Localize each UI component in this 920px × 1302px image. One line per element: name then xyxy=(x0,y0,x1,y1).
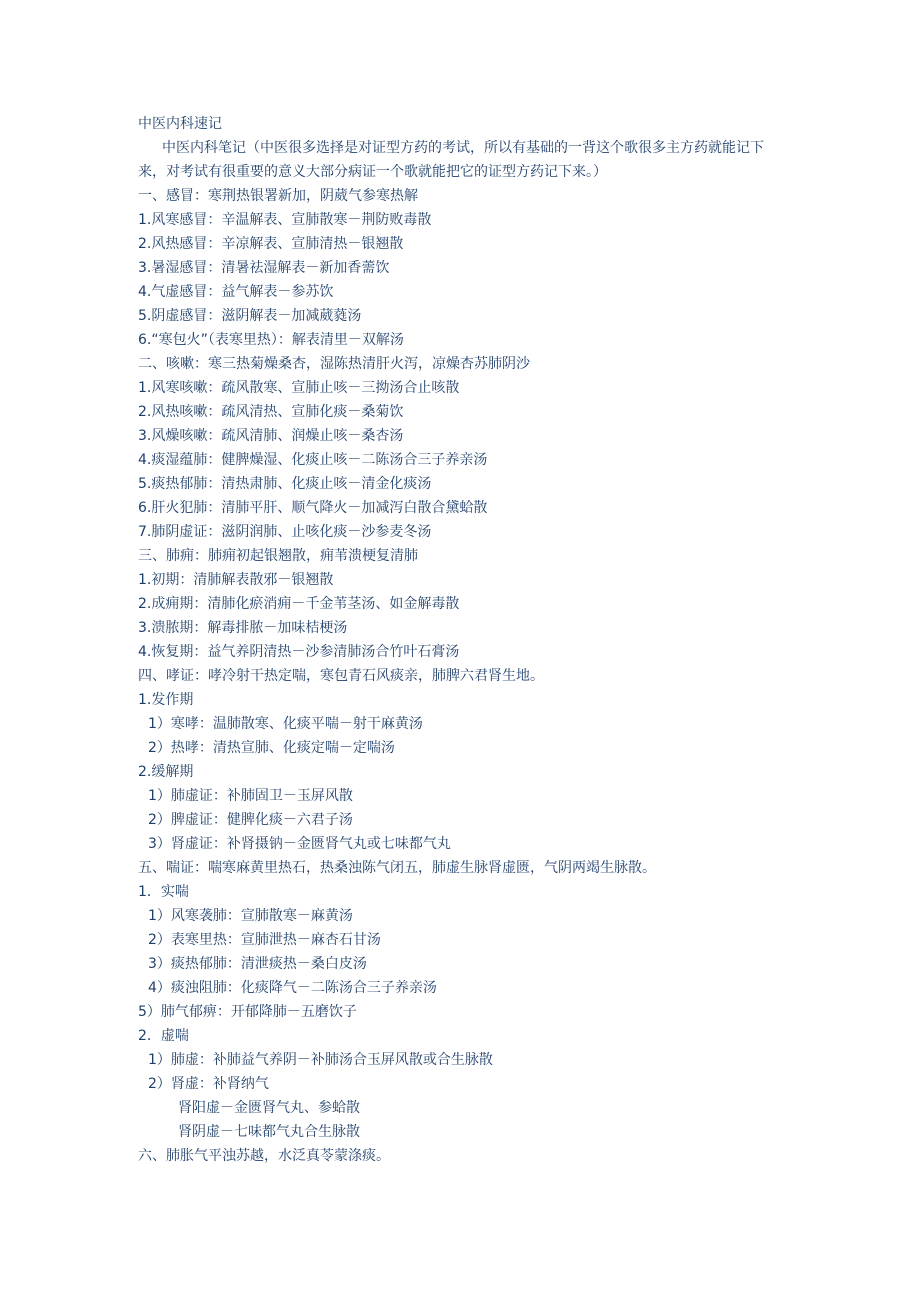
note-line: 2.成痈期：清肺化瘀消痈－千金苇茎汤、如金解毒散 xyxy=(138,596,460,612)
note-line: 5.痰热郁肺：清热肃肺、化痰止咳－清金化痰汤 xyxy=(138,476,432,492)
note-line: 三、肺痈：肺痈初起银翘散，痈苇溃梗复清肺 xyxy=(138,548,418,564)
note-line: 4.恢复期：益气养阴清热－沙参清肺汤合竹叶石膏汤 xyxy=(138,644,460,660)
note-line: 1）寒哮：温肺散寒、化痰平喘－射干麻黄汤 xyxy=(148,716,423,732)
note-line: 4）痰浊阻肺：化痰降气－二陈汤合三子养亲汤 xyxy=(148,980,437,996)
note-line: 1.发作期 xyxy=(138,692,194,708)
note-line: 3.风燥咳嗽：疏风清肺、润燥止咳－桑杏汤 xyxy=(138,428,404,444)
note-line: 4.气虚感冒：益气解表－参苏饮 xyxy=(138,284,334,300)
note-line: 5.阴虚感冒：滋阴解表－加减葳蕤汤 xyxy=(138,308,362,324)
note-line: 一、感冒：寒荆热银署新加，阴葳气参寒热解 xyxy=(138,188,418,204)
note-line: 7.肺阴虚证：滋阴润肺、止咳化痰－沙参麦冬汤 xyxy=(138,524,432,540)
note-line: 6.肝火犯肺：清肺平肝、顺气降火－加减泻白散合黛蛤散 xyxy=(138,500,488,516)
note-line: 1）肺虚：补肺益气养阴－补肺汤合玉屏风散或合生脉散 xyxy=(148,1052,493,1068)
note-line: 肾阴虚－七味都气丸合生脉散 xyxy=(178,1124,360,1140)
note-line: 四、哮证：哮冷射干热定喘，寒包青石风痰亲，肺脾六君肾生地。 xyxy=(138,668,544,684)
note-line: 肾阳虚－金匮肾气丸、参蛤散 xyxy=(178,1100,360,1116)
document-title: 中医内科速记 xyxy=(138,116,222,132)
note-line: 2）热哮：清热宣肺、化痰定喘－定喘汤 xyxy=(148,740,395,756)
note-line: 4.痰湿蕴肺：健脾燥湿、化痰止咳－二陈汤合三子养亲汤 xyxy=(138,452,488,468)
note-line: 1）风寒袭肺：宣肺散寒－麻黄汤 xyxy=(148,908,353,924)
note-line: 3.溃脓期：解毒排脓－加味桔梗汤 xyxy=(138,620,348,636)
note-line: 2）脾虚证：健脾化痰－六君子汤 xyxy=(148,812,353,828)
note-line: 2）肾虚：补肾纳气 xyxy=(148,1076,269,1092)
notes-list xyxy=(138,184,788,1168)
note-line: 5）肺气郁痹：开郁降肺－五磨饮子 xyxy=(138,1004,357,1020)
note-line: 3）肾虚证：补肾摄钠－金匮肾气丸或七味都气丸 xyxy=(148,836,451,852)
note-line: 1.风寒感冒：辛温解表、宣肺散寒－荆防败毒散 xyxy=(138,212,432,228)
note-line: 3.暑湿感冒：清暑祛湿解表－新加香薷饮 xyxy=(138,260,390,276)
note-line: 3）痰热郁肺：清泄痰热－桑白皮汤 xyxy=(148,956,367,972)
note-line: 1.风寒咳嗽：疏风散寒、宣肺止咳－三拗汤合止咳散 xyxy=(138,380,460,396)
document-body xyxy=(138,112,788,1168)
note-line: 1）肺虚证：补肺固卫－玉屏风散 xyxy=(148,788,353,804)
note-line: 六、肺胀气平浊苏越，水泛真苓蒙涤痰。 xyxy=(138,1148,390,1164)
note-line: 二、咳嗽：寒三热菊燥桑杏，湿陈热清肝火泻，凉燥杏苏肺阴沙 xyxy=(138,356,530,372)
note-line: 1.初期：清肺解表散邪－银翘散 xyxy=(138,572,334,588)
intro-paragraph: 中医内科笔记（中医很多选择是对证型方药的考试，所以有基础的一背这个歌很多主方药就能记下来，对考试有很重要的意义大部分病证一个歌就能把它的证型方药记下来。） xyxy=(138,140,764,180)
note-line: 2．虚喘 xyxy=(138,1028,189,1044)
note-line: 6.“寒包火”（表寒里热）：解表清里－双解汤 xyxy=(138,332,404,348)
note-line: 1．实喘 xyxy=(138,884,189,900)
note-line: 2.缓解期 xyxy=(138,764,194,780)
note-line: 五、喘证：喘寒麻黄里热石，热桑浊陈气闭五，肺虚生脉肾虚匮，气阴两竭生脉散。 xyxy=(138,860,656,876)
note-line: 2.风热感冒：辛凉解表、宣肺清热－银翘散 xyxy=(138,236,404,252)
note-line: 2）表寒里热：宣肺泄热－麻杏石甘汤 xyxy=(148,932,381,948)
note-line: 2.风热咳嗽：疏风清热、宣肺化痰－桑菊饮 xyxy=(138,404,404,420)
